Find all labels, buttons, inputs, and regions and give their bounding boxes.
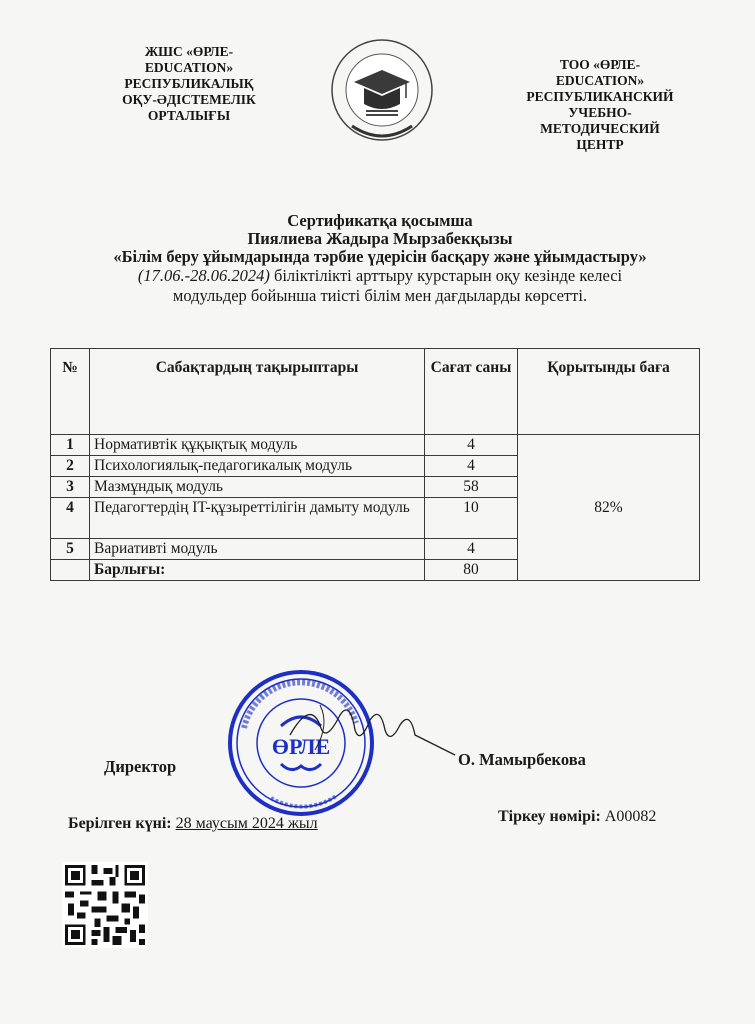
header-line: ЦЕНТР (576, 137, 624, 152)
row-hours: 10 (425, 498, 518, 539)
issue-date-label: Берілген күні: (68, 815, 172, 832)
total-label: Барлығы: (90, 560, 425, 581)
director-name: О. Мамырбекова (458, 750, 586, 769)
header-line: ЖШС «ӨРЛЕ- (144, 44, 234, 59)
registration-number (498, 808, 656, 826)
course-dates: (17.06.-28.06.2024) (137, 266, 270, 285)
header-line: РЕСПУБЛИКАНСКИЙ (526, 89, 674, 104)
title-block (40, 212, 720, 306)
description-line-2: модульдер бойынша тиісті білім мен дағдыларды көрсетті. (172, 286, 588, 305)
header-line: ОРТАЛЫҒЫ (147, 108, 231, 123)
director-label: Директор (104, 757, 177, 776)
total-hours: 80 (425, 560, 518, 581)
signature-icon (280, 695, 460, 765)
row-hours: 4 (425, 539, 518, 560)
row-hours: 4 (425, 435, 518, 456)
qr-code-icon[interactable] (60, 862, 150, 948)
org-logo-icon (330, 34, 434, 152)
registration-label: Тіркеу нөмірі: (498, 808, 601, 825)
header-number: № (51, 349, 90, 435)
header-line: EDUCATION» (144, 60, 234, 75)
modules-table (50, 348, 700, 581)
issue-date (68, 815, 318, 833)
header-grade: Қорытынды баға (518, 349, 700, 435)
header-line: МЕТОДИЧЕСКИЙ (540, 121, 660, 136)
row-number: 4 (51, 498, 90, 539)
header-topic: Сабақтардың тақырыптары (90, 349, 425, 435)
row-topic: Вариативті модуль (90, 539, 425, 560)
row-topic: Педагогтердің IT-құзыреттілігін дамыту модуль (90, 498, 425, 539)
issue-date-value: 28 маусым 2024 жыл (175, 815, 318, 832)
course-title: «Білім беру ұйымдарында тәрбие үдерісін басқару және ұйымдастыру» (113, 247, 647, 266)
description-line-1 (40, 266, 720, 286)
header-line: УЧЕБНО- (568, 105, 632, 120)
header-line: EDUCATION» (555, 73, 645, 88)
header-line: ОҚУ-ӘДІСТЕМЕЛІК (122, 92, 256, 107)
row-topic: Мазмұндық модуль (90, 477, 425, 498)
table-row (51, 435, 700, 456)
row-hours: 58 (425, 477, 518, 498)
header-left-org (88, 44, 290, 124)
header-line: РЕСПУБЛИКАЛЫҚ (124, 76, 254, 91)
row-topic: Психологиялық-педагогикалық модуль (90, 456, 425, 477)
row-number: 2 (51, 456, 90, 477)
final-grade: 82% (518, 435, 700, 581)
row-topic: Нормативтік құқықтық модуль (90, 435, 425, 456)
recipient-name: Пиялиева Жадыра Мырзабекқызы (247, 229, 513, 248)
registration-value: A00082 (604, 808, 657, 825)
table-header-row (51, 349, 700, 435)
row-number: 5 (51, 539, 90, 560)
document-title: Сертификатқа қосымша (287, 211, 473, 230)
header-right-org (510, 57, 690, 153)
row-number-empty (51, 560, 90, 581)
header-line: ТОО «ӨРЛЕ- (559, 57, 641, 72)
svg-text:ӨРЛЕ: ӨРЛЕ (271, 734, 331, 759)
description-text-1: біліктілікті арттыру курстарын оқу кезінде келесі (269, 266, 623, 285)
row-number: 1 (51, 435, 90, 456)
row-number: 3 (51, 477, 90, 498)
header-hours: Сағат саны (425, 349, 518, 435)
row-hours: 4 (425, 456, 518, 477)
